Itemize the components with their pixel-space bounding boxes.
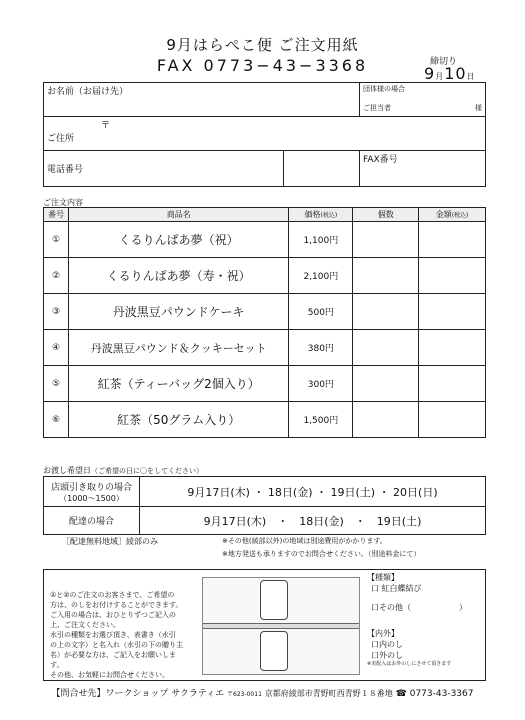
table-row xyxy=(44,294,486,330)
table-row xyxy=(44,222,486,258)
header-amount-note: (税込) xyxy=(451,212,469,219)
qty-field[interactable] xyxy=(353,222,419,258)
wrap-option-1[interactable]: 口内のし xyxy=(371,640,403,649)
order-table xyxy=(43,207,486,438)
address-field[interactable] xyxy=(44,117,486,151)
deadline-month-unit: 月 xyxy=(435,72,445,81)
amount-field[interactable] xyxy=(419,402,486,438)
deadline-month: 9 xyxy=(424,64,436,83)
note-line: す。 xyxy=(50,661,64,669)
delivery-label: お渡し希望日 xyxy=(43,466,91,475)
wrap-note: ※実配入はお外のしにさせて頂きます xyxy=(367,661,452,667)
phone-field[interactable] xyxy=(44,151,284,187)
name-label: お名前（お届け先） xyxy=(47,87,129,97)
header-amount xyxy=(419,208,486,222)
item-price: 2,100円 xyxy=(289,258,353,294)
item-name: 丹波黒豆パウンドケーキ xyxy=(68,294,288,330)
address-label: ご住所 xyxy=(47,134,75,144)
delivery-label-cell: 配達の場合 xyxy=(44,507,140,535)
amount-field[interactable] xyxy=(419,258,486,294)
header-price-note: (税込) xyxy=(320,212,338,219)
table-row xyxy=(44,330,486,366)
item-num: ④ xyxy=(44,330,69,366)
fax-number: FAX 0773−43−3368 xyxy=(156,56,369,75)
note-line: 名）が必要な方は、ご記入をお願いしま xyxy=(50,651,176,659)
header-amount-label: 金額 xyxy=(435,210,452,219)
kind-option-2[interactable]: 口その他（ ） xyxy=(371,603,467,612)
header-qty: 個数 xyxy=(353,208,419,222)
wrap-option-2[interactable]: 口外のし xyxy=(371,651,403,660)
qty-field[interactable] xyxy=(353,366,419,402)
item-name: くるりんぱあ夢（祝） xyxy=(68,222,288,258)
footer-name: 【問合せ先】ワークショップ サクラティエ xyxy=(51,689,225,699)
contact-label: ご担当者 xyxy=(363,104,391,112)
item-num: ⑤ xyxy=(44,366,69,402)
kind-options xyxy=(367,572,467,613)
note-line: ご入用の場合は、おひとりずつご記入の xyxy=(50,611,176,619)
footer-contact xyxy=(0,686,525,699)
pickup-label: 店頭引き取りの場合 xyxy=(50,482,132,493)
phone-extra-field[interactable] xyxy=(284,151,360,187)
footer-postal: 〒623-0011 xyxy=(227,691,262,698)
postal-mark: 〒 xyxy=(101,121,111,131)
delivery-table xyxy=(43,476,486,535)
header-name: 商品名 xyxy=(68,208,288,222)
item-price: 300円 xyxy=(289,366,353,402)
header-num: 番号 xyxy=(44,208,69,222)
delivery-note-2: ※地方発送も承りますのでお問合せください。（別途料金にて） xyxy=(222,550,421,558)
note-line: の上の文字）と名入れ（水引の下の贈り主 xyxy=(50,641,183,649)
amount-field[interactable] xyxy=(419,366,486,402)
deadline-day-unit: 日 xyxy=(466,72,476,81)
pickup-dates[interactable]: 9月17日(木) ・ 18日(金) ・ 19日(土) ・ 20日(日) xyxy=(140,477,486,507)
item-name: 丹波黒豆パウンド＆クッキーセット xyxy=(68,330,288,366)
table-row xyxy=(44,258,486,294)
item-num: ② xyxy=(44,258,69,294)
name-box xyxy=(260,631,288,671)
amount-field[interactable] xyxy=(419,330,486,366)
delivery-section-label xyxy=(43,465,203,476)
kind-option-1[interactable]: 口 紅白蝶結び xyxy=(371,584,422,593)
noshi-instructions xyxy=(50,590,195,680)
delivery-dates[interactable]: 9月17日(木) ・ 18日(金) ・ 19日(土) xyxy=(140,507,486,535)
header-price-label: 価格 xyxy=(304,210,321,219)
wrap-options xyxy=(367,628,451,668)
form-title: 9月はらぺこ便 ご注文用紙 xyxy=(166,36,359,54)
item-name: くるりんぱあ夢（寿・祝） xyxy=(68,258,288,294)
footer-phone: ☎ 0773-43-3367 xyxy=(395,689,474,699)
delivery-note: （ご希望の日に〇をしてください） xyxy=(91,467,203,475)
customer-info-table xyxy=(43,82,486,187)
item-num: ① xyxy=(44,222,69,258)
amount-field[interactable] xyxy=(419,222,486,258)
kind-label: 【種類】 xyxy=(367,573,399,582)
group-label: 団体様の場合 xyxy=(363,85,405,93)
pickup-label-cell xyxy=(44,477,140,507)
item-price: 500円 xyxy=(289,294,353,330)
deadline-label: 締切り xyxy=(430,57,458,67)
note-line: ①と②のご注文のお客さまで、ご希望の xyxy=(50,591,175,599)
item-name: 紅茶（ティーバッグ2個入り） xyxy=(68,366,288,402)
honorific: 様 xyxy=(475,104,482,112)
item-num: ⑥ xyxy=(44,402,69,438)
note-line: 水引の種類をお選び頂き、表書き（水引 xyxy=(50,631,176,639)
mizuhiki-band xyxy=(203,623,359,629)
item-price: 1,100円 xyxy=(289,222,353,258)
qty-field[interactable] xyxy=(353,294,419,330)
deadline-date xyxy=(424,64,476,83)
order-section-label: ご注文内容 xyxy=(43,198,83,207)
qty-field[interactable] xyxy=(353,258,419,294)
fax-field[interactable] xyxy=(360,151,486,187)
omotegaki-box xyxy=(260,580,288,620)
item-price: 380円 xyxy=(289,330,353,366)
note-line: その他、お気軽にお問合せください。 xyxy=(50,671,169,679)
table-row xyxy=(44,366,486,402)
wrap-label: 【内外】 xyxy=(367,629,399,638)
item-name: 紅茶（50グラム入り） xyxy=(68,402,288,438)
deadline-day: 10 xyxy=(444,64,467,83)
footer-address: 京都府綾部市青野町西青野１８番地 xyxy=(264,689,393,698)
note-line: 上、ご注文ください。 xyxy=(50,621,120,629)
amount-field[interactable] xyxy=(419,294,486,330)
delivery-note-1: ※その他(綾部以外)の地域は別途費用がかかります。 xyxy=(222,537,387,545)
qty-field[interactable] xyxy=(353,402,419,438)
item-price: 1,500円 xyxy=(289,402,353,438)
phone-label: 電話番号 xyxy=(47,165,84,175)
table-row xyxy=(44,402,486,438)
header-price xyxy=(289,208,353,222)
name-field[interactable] xyxy=(44,83,360,117)
pickup-time: （1000〜1500） xyxy=(59,493,124,503)
group-field[interactable] xyxy=(360,83,486,117)
item-num: ③ xyxy=(44,294,69,330)
qty-field[interactable] xyxy=(353,330,419,366)
fax-label: FAX番号 xyxy=(363,155,398,165)
free-area: ［配達無料地域］綾部のみ xyxy=(62,537,158,546)
note-line: 方は、のしをお付けすることができます。 xyxy=(50,601,183,609)
